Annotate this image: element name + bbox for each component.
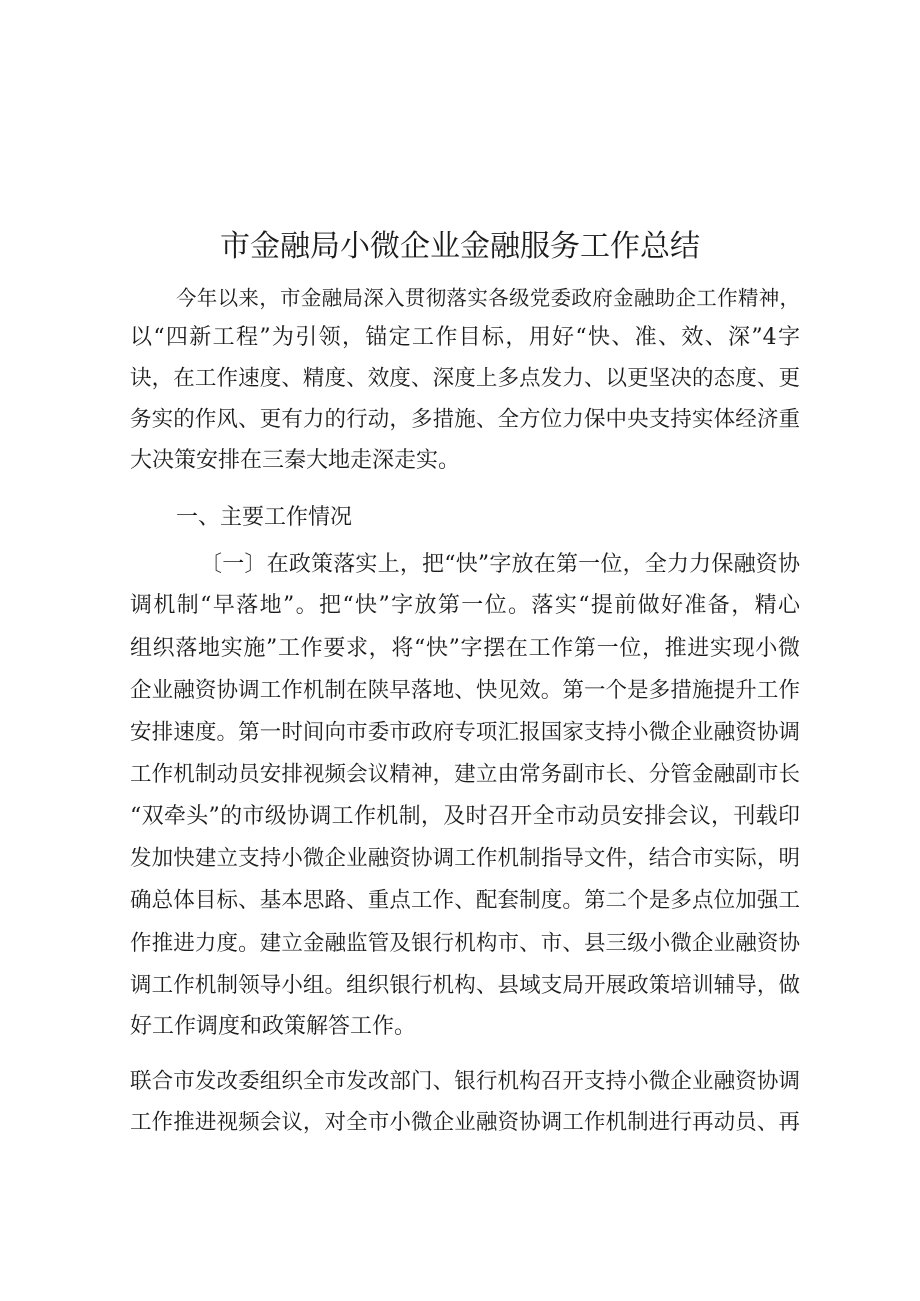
text-line: 一、主要工作情况 (176, 505, 353, 530)
text-line: 企业融资协调工作机制在陕早落地、快见效。第一个是多措施提升工作 (130, 678, 800, 703)
text-line: 好工作调度和政策解答工作。 (130, 1014, 417, 1039)
text-line: 工作机制动员安排视频会议精神，建立由常务副市长、分管金融副市长 (130, 762, 800, 787)
text-line: 诀，在工作速度、精度、效度、深度上多点发力、以更坚决的态度、更 (130, 366, 800, 391)
text-line: 大决策安排在三秦大地走深走实。 (130, 448, 461, 473)
text-line: 作推进力度。建立金融监管及银行机构市、市、县三级小微企业融资协 (130, 931, 800, 956)
text-line: 组织落地实施”工作要求，将“快”字摆在工作第一位，推进实现小微 (130, 636, 800, 661)
text-line: 务实的作风、更有力的行动，多措施、全方位力保中央支持实体经济重 (130, 407, 800, 432)
text-line: 以“四新工程”为引领，锚定工作目标，用好“快、准、效、深”4字 (130, 325, 800, 350)
document-title: 市金融局小微企业金融服务工作总结 (220, 229, 700, 264)
text-line: 今年以来，市金融局深入贯彻落实各级党委政府金融助企工作精神， (176, 286, 800, 310)
text-line: 调工作机制领导小组。组织银行机构、县域支局开展政策培训辅导，做 (130, 973, 800, 998)
text-line: 调机制“早落地”。把“快”字放第一位。落实“提前做好准备，精心 (130, 593, 800, 618)
text-line: 发加快建立支持小微企业融资协调工作机制指导文件，结合市实际，明 (130, 846, 800, 871)
text-line: 安排速度。第一时间向市委市政府专项汇报国家支持小微企业融资协调 (130, 720, 800, 745)
text-line: 工作推进视频会议，对全市小微企业融资协调工作机制进行再动员、再 (130, 1110, 800, 1135)
text-line: 确总体目标、基本思路、重点工作、配套制度。第二个是多点位加强工 (130, 888, 800, 913)
text-line: 联合市发改委组织全市发改部门、银行机构召开支持小微企业融资协调 (130, 1069, 800, 1094)
text-line: 〔一〕在政策落实上，把“快”字放在第一位，全力力保融资协 (200, 552, 800, 577)
text-line: “双牵头”的市级协调工作机制，及时召开全市动员安排会议，刊载印 (130, 804, 800, 829)
